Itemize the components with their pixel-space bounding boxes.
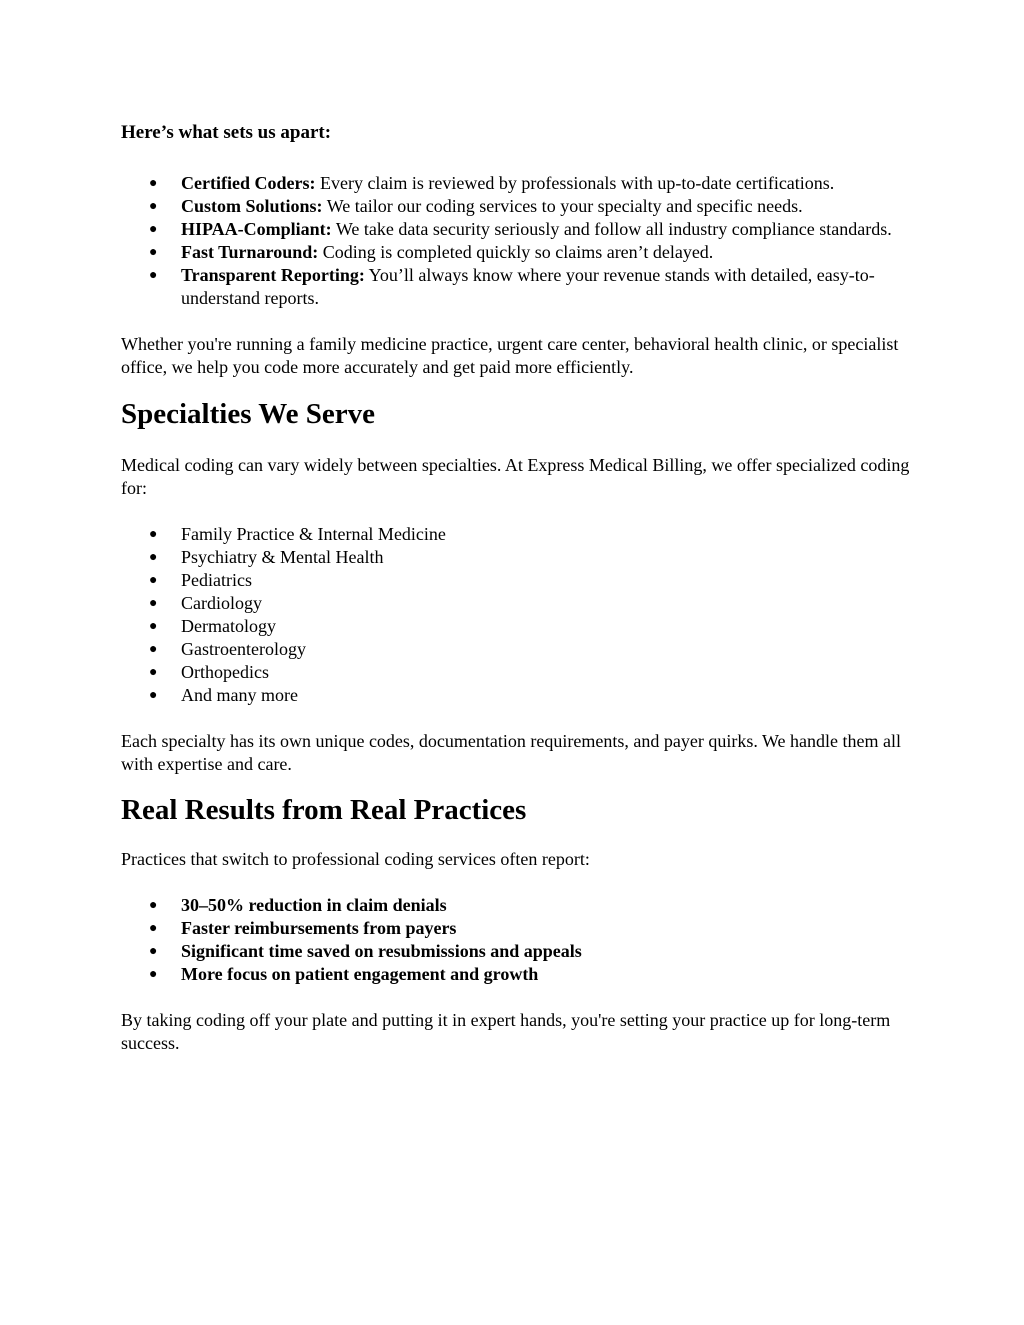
bullet-icon: ● bbox=[149, 944, 158, 959]
list-item bbox=[121, 661, 911, 684]
bullet-icon: ● bbox=[149, 665, 158, 680]
list-item bbox=[121, 963, 911, 986]
item-label: Custom Solutions: bbox=[181, 196, 323, 216]
item-text: You’ll always know where your revenue stands with detailed, easy-to-understand reports. bbox=[181, 265, 875, 308]
item-text: Dermatology bbox=[181, 616, 276, 636]
results-outro-paragraph: By taking coding off your plate and putting it in expert hands, you're setting your practice up for long-term success. bbox=[121, 1010, 891, 1053]
list-item bbox=[121, 241, 911, 264]
item-text: 30–50% reduction in claim denials bbox=[181, 895, 447, 915]
list-item bbox=[121, 592, 911, 615]
item-text: Cardiology bbox=[181, 593, 262, 613]
bullet-icon: ● bbox=[149, 898, 158, 913]
list-item bbox=[121, 569, 911, 592]
bullet-icon: ● bbox=[149, 268, 158, 283]
list-item bbox=[121, 684, 911, 707]
bullet-icon: ● bbox=[149, 199, 158, 214]
specialties-heading: Specialties We Serve bbox=[121, 398, 375, 430]
item-text: Faster reimbursements from payers bbox=[181, 918, 457, 938]
results-list bbox=[121, 894, 911, 986]
item-text: Pediatrics bbox=[181, 570, 252, 590]
bullet-icon: ● bbox=[149, 573, 158, 588]
item-label: Certified Coders: bbox=[181, 173, 316, 193]
apart-list bbox=[121, 172, 911, 310]
bullet-icon: ● bbox=[149, 222, 158, 237]
list-item bbox=[121, 218, 911, 241]
specialties-intro-paragraph: Medical coding can vary widely between specialties. At Express Medical Billing, we offer specialized coding for: bbox=[121, 455, 910, 498]
item-label: HIPAA-Compliant: bbox=[181, 219, 332, 239]
item-text: Orthopedics bbox=[181, 662, 269, 682]
item-text: Family Practice & Internal Medicine bbox=[181, 524, 446, 544]
bullet-icon: ● bbox=[149, 688, 158, 703]
list-item bbox=[121, 523, 911, 546]
item-text: More focus on patient engagement and growth bbox=[181, 964, 539, 984]
item-text: We tailor our coding services to your specialty and specific needs. bbox=[322, 196, 803, 216]
list-item bbox=[121, 917, 911, 940]
bullet-icon: ● bbox=[149, 550, 158, 565]
specialties-list bbox=[121, 523, 911, 707]
bullet-icon: ● bbox=[149, 245, 158, 260]
item-label: Transparent Reporting: bbox=[181, 265, 365, 285]
apart-closing-paragraph: Whether you're running a family medicine practice, urgent care center, behavioral health clinic, or specialist office, we help you code more accurately and get paid more efficiently. bbox=[121, 334, 899, 377]
results-intro-paragraph: Practices that switch to professional coding services often report: bbox=[121, 849, 590, 869]
specialties-outro-paragraph: Each specialty has its own unique codes, documentation requirements, and payer quirks. We handle them all with expertise and care. bbox=[121, 731, 901, 774]
apart-heading: Here’s what sets us apart: bbox=[121, 122, 332, 143]
results-heading: Real Results from Real Practices bbox=[121, 794, 527, 826]
bullet-icon: ● bbox=[149, 176, 158, 191]
document-body bbox=[121, 121, 911, 1055]
item-text: Gastroenterology bbox=[181, 639, 306, 659]
list-item bbox=[121, 638, 911, 661]
bullet-icon: ● bbox=[149, 642, 158, 657]
list-item bbox=[121, 940, 911, 963]
item-text: We take data security seriously and follow all industry compliance standards. bbox=[331, 219, 892, 239]
list-item bbox=[121, 264, 911, 310]
item-label: Fast Turnaround: bbox=[181, 242, 319, 262]
bullet-icon: ● bbox=[149, 527, 158, 542]
list-item bbox=[121, 195, 911, 218]
item-text: And many more bbox=[181, 685, 298, 705]
item-text: Significant time saved on resubmissions and appeals bbox=[181, 941, 582, 961]
bullet-icon: ● bbox=[149, 596, 158, 611]
bullet-icon: ● bbox=[149, 967, 158, 982]
list-item bbox=[121, 172, 911, 195]
bullet-icon: ● bbox=[149, 619, 158, 634]
bullet-icon: ● bbox=[149, 921, 158, 936]
item-text: Coding is completed quickly so claims aren’t delayed. bbox=[318, 242, 714, 262]
item-text: Every claim is reviewed by professionals with up-to-date certifications. bbox=[315, 173, 835, 193]
item-text: Psychiatry & Mental Health bbox=[181, 547, 384, 567]
list-item bbox=[121, 894, 911, 917]
list-item bbox=[121, 546, 911, 569]
list-item bbox=[121, 615, 911, 638]
